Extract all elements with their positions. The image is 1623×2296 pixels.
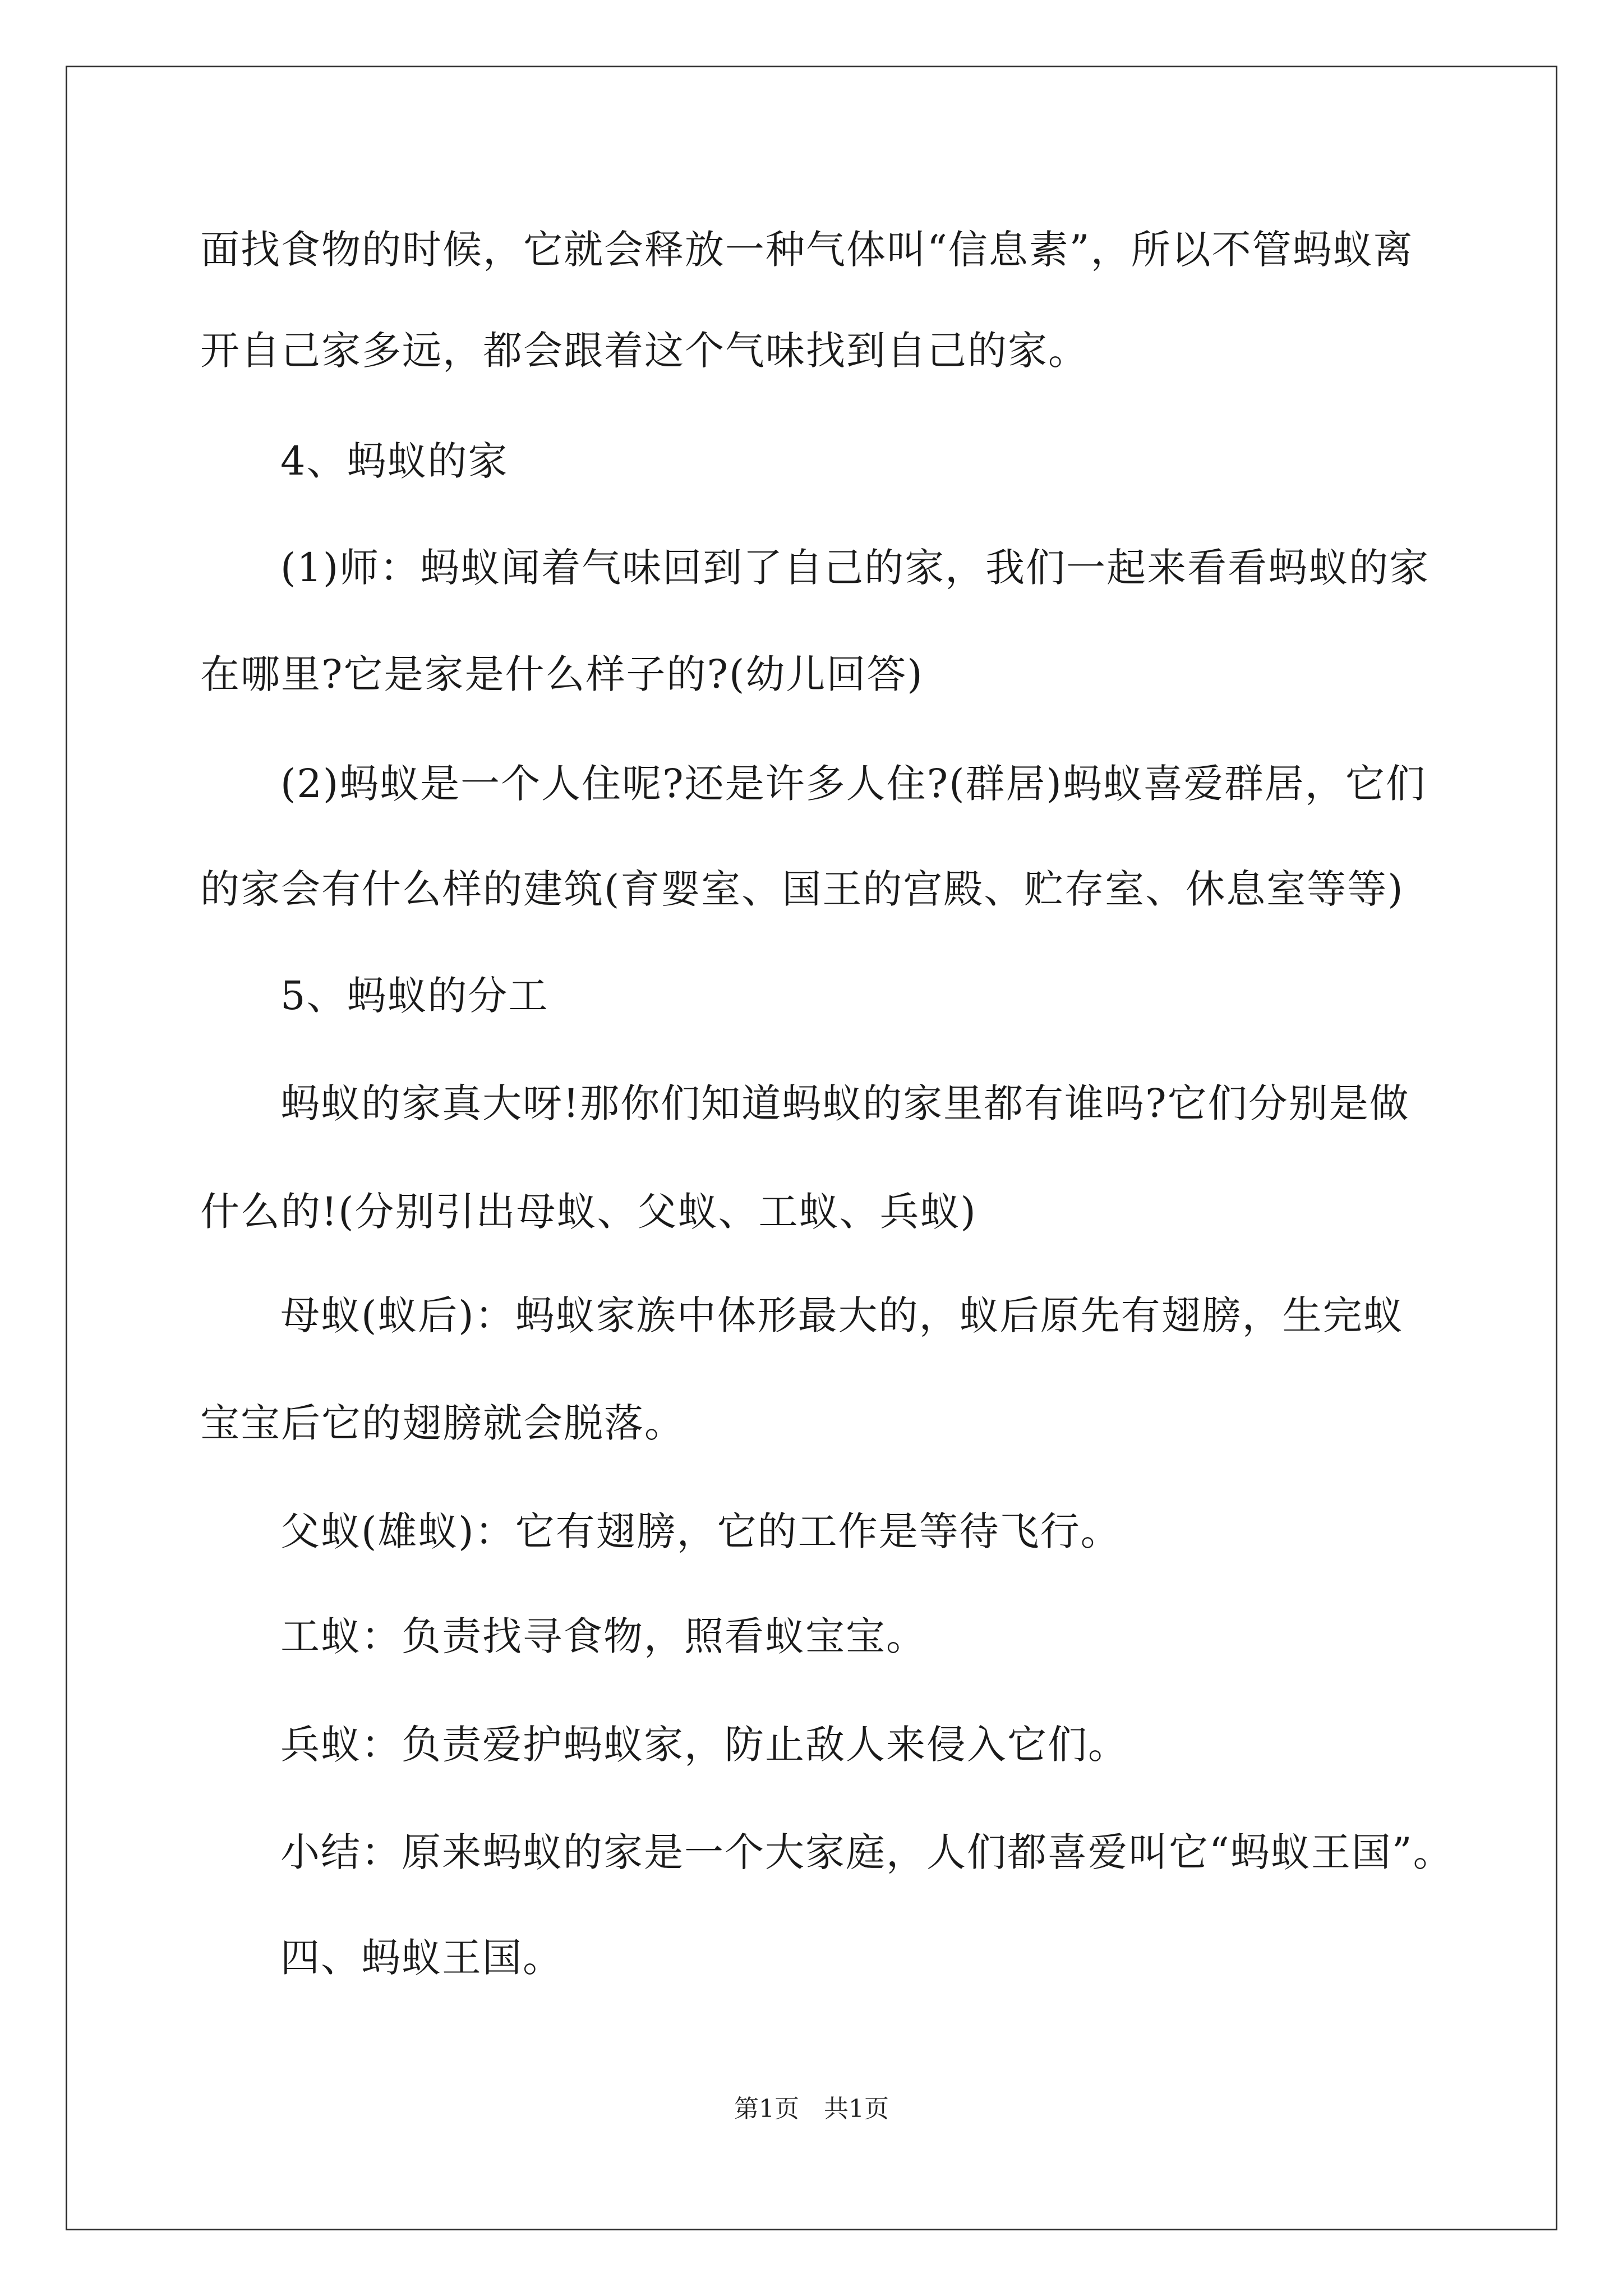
- section-heading-ant-division: 5、蚂蚁的分工: [280, 973, 549, 1019]
- text-line-2: 开自己家多远，都会跟着这个气味找到自己的家。: [200, 328, 1089, 374]
- text-line-14: 工蚁：负责找寻食物，照看蚁宝宝。: [280, 1613, 926, 1659]
- text-line-1: 面找食物的时候，它就会释放一种气体叫“信息素”，所以不管蚂蚁离: [200, 227, 1414, 273]
- text-line-4: (1)师：蚂蚁闻着气味回到了自己的家，我们一起来看看蚂蚁的家: [280, 545, 1430, 591]
- text-line-6: (2)蚂蚁是一个人住呢?还是许多人住?(群居)蚂蚁喜爱群居，它们: [280, 761, 1426, 807]
- page-border: [66, 66, 1557, 2230]
- page-number: 第1页 共1页: [734, 2095, 889, 2123]
- section-heading-ant-kingdom: 四、蚂蚁王国。: [280, 1935, 563, 1981]
- text-line-7: 的家会有什么样的建筑(育婴室、国王的宫殿、贮存室、休息室等等): [200, 866, 1404, 912]
- section-heading-ant-home: 4、蚂蚁的家: [280, 438, 509, 484]
- text-line-15: 兵蚁：负责爱护蚂蚁家，防止敌人来侵入它们。: [280, 1722, 1128, 1768]
- text-line-9: 蚂蚁的家真大呀!那你们知道蚂蚁的家里都有谁吗?它们分别是做: [280, 1080, 1410, 1126]
- text-line-12: 宝宝后它的翅膀就会脱落。: [200, 1400, 685, 1446]
- text-line-16: 小结：原来蚂蚁的家是一个大家庭，人们都喜爱叫它“蚂蚁王国”。: [280, 1829, 1454, 1875]
- text-line-10: 什么的!(分别引出母蚁、父蚁、工蚁、兵蚁): [200, 1189, 977, 1235]
- text-line-13: 父蚁(雄蚁)：它有翅膀，它的工作是等待飞行。: [280, 1508, 1121, 1554]
- text-line-11: 母蚁(蚁后)：蚂蚁家族中体形最大的，蚁后原先有翅膀，生完蚁: [280, 1292, 1404, 1338]
- text-line-5: 在哪里?它是家是什么样子的?(幼儿回答): [200, 651, 924, 697]
